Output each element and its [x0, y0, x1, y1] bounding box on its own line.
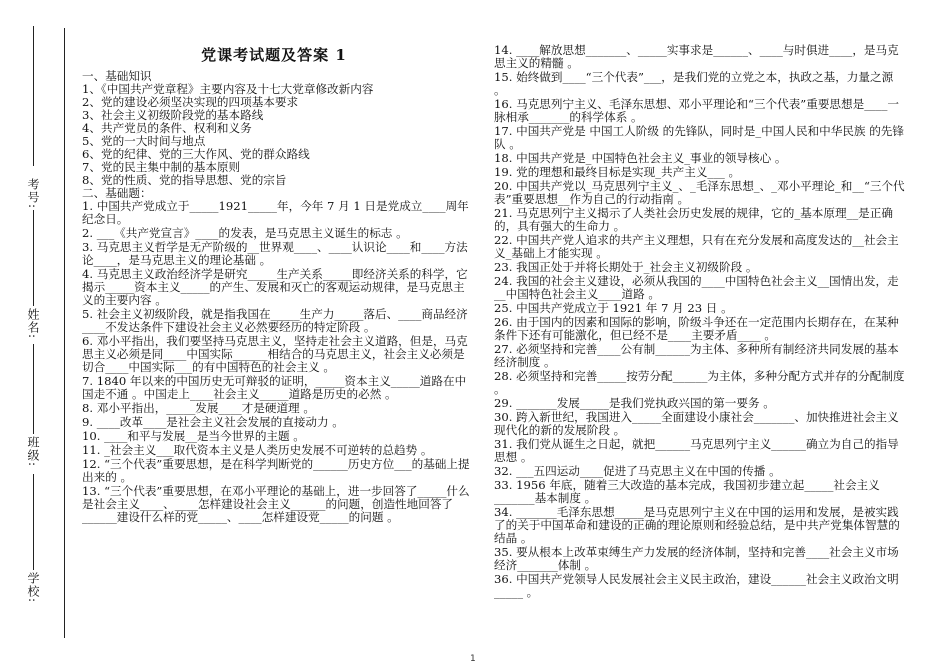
question-item: 3. 马克思主义哲学是无产阶级的__世界观____、____认识论____和____方法论____，是马克思主义的理论基础 。 [82, 240, 468, 267]
question-item: 1. 中国共产党成立于_____1921_____年，今年 7 月 1 日是党成立____周年纪念日。 [82, 199, 469, 226]
exam-number-field [26, 178, 40, 209]
exam-number-underline [33, 26, 34, 166]
question-item: 25. 中国共产党成立于 1921 年 7 月 23 日 。 [494, 301, 733, 315]
exam-number-blank [26, 22, 40, 166]
left-column [76, 46, 472, 646]
question-item: 31. 我们党从诞生之日起，就把______马克思列宁主义______确立为自己的指导思想 。 [494, 437, 899, 464]
question-item: 33. 1956 年底，随着三大改造的基本完成，我国初步建立起_____社会主义_______基本制度 。 [494, 478, 880, 505]
school-underline [33, 474, 34, 570]
question-item: 29. _______发展_____是我们党执政兴国的第一要务 。 [494, 396, 775, 410]
topic-item: 8、党的性质、党的指导思想、党的宗旨 [82, 173, 287, 187]
question-item: 10. ____和平与发展__是当今世界的主题 。 [82, 429, 305, 443]
question-item: 9. ____改革____是社会主义社会发展的直接动力 。 [82, 415, 344, 429]
class-blank [26, 340, 40, 434]
exam-number-label: 考号: [26, 178, 40, 210]
name-blank [26, 206, 40, 306]
question-item: 32. ___五四运动____促进了马克思主义在中国的传播 。 [494, 464, 781, 478]
school-field [26, 572, 40, 603]
topic-item: 2、党的建设必须坚决实现的四项基本要求 [82, 95, 299, 109]
question-item: 12. “三个代表”重要思想，是在科学判断党的______历史方位___的基础上提出来的 。 [82, 457, 470, 484]
class-label: 班级: [26, 436, 40, 468]
question-item: 22. 中国共产党人追求的共产主义理想，只有在充分发展和高度发达的__社会主义_基础上才能实现 。 [494, 233, 899, 260]
question-item: 4. 马克思主义政治经济学是研究_____生产关系_____即经济关系的科学，它揭示_____资本主义_____的产生、发展和灭亡的客观运动规律，是马克思主义的主要内容 。 [82, 267, 468, 307]
topic-item: 6、党的纪律、党的三大作风、党的群众路线 [82, 147, 310, 161]
question-item: 27. 必须坚持和完善____公有制______为主体、多种所有制经济共同发展的基本经济制度 。 [494, 342, 899, 369]
question-item: 36. 中国共产党领导人民发展社会主义民主政治，建设______社会主义政治文明_____ 。 [494, 572, 899, 599]
right-column [488, 44, 906, 644]
class-field [26, 436, 40, 467]
question-item: 35. 要从根本上改革束缚生产力发展的经济体制，坚持和完善____社会主义市场经济_______体制 。 [494, 545, 899, 572]
question-item: 6. 邓小平指出，我们要坚持马克思主义，坚持走社会主义道路，但是，马克思主义必须是同____中国实际______相结合的马克思主义，社会主义必须是切合____中国实际___的有中国特色的社会主义 。 [82, 334, 468, 374]
binding-margin-line [64, 28, 65, 638]
question-item: 21. 马克思列宁主义揭示了人类社会历史发展的规律，它的_基本原理__是正确的，具有强大的生命力 。 [494, 206, 893, 233]
topic-item: 1、《中国共产党章程》主要内容及十七大党章修改新内容 [82, 82, 374, 96]
question-item: 14. ____解放思想_______、_____实事求是______、____与时俱进____，是马克思主义的精髓 。 [494, 44, 899, 70]
question-item: 16. 马克思列宁主义、毛泽东思想、邓小平理论和“三个代表”重要思想是____一脉相承_______的科学体系 。 [494, 97, 899, 124]
class-underline [33, 344, 34, 434]
question-item: 15. 始终做到____“三个代表”___，是我们党的立党之本，执政之基，力量之源 。 [494, 70, 894, 97]
question-item: 18. 中国共产党是_中国特色社会主义_事业的领导核心 。 [494, 151, 787, 165]
section-basic-knowledge-heading: 一、基础知识 [82, 69, 152, 83]
topic-item: 5、党的一大时间与地点 [82, 134, 206, 148]
question-item: 19. 党的理想和最终目标是实现_共产主义___ 。 [494, 165, 741, 179]
name-label: 姓名: [26, 308, 40, 340]
school-label: 学校: [26, 572, 40, 604]
question-item: 28. 必须坚持和完善_____按劳分配______为主体，多种分配方式并存的分配制度 。 [494, 369, 905, 396]
question-item: 30. 跨入新世纪，我国进入_____全面建设小康社会_______、加快推进社会主义现代化的新的发展阶段 。 [494, 410, 899, 437]
question-item: 13. “三个代表”重要思想，在邓小平理论的基础上，进一步回答了_____什么是社会主义____、____怎样建设社会主义______的问题，创造性地回答了______建设什么样的党_____、____怎样建设党_____的问题 。 [82, 484, 470, 524]
question-item: 26. 由于国内的因素和国际的影响，阶级斗争还在一定范围内长期存在，在某种条件下还有可能激化，但已经不是____主要矛盾____ 。 [494, 315, 899, 342]
question-item: 17. 中国共产党是 中国工人阶级 的先锋队，同时是_中国人民和中华民族 的先锋队 。 [494, 124, 904, 151]
question-item: 34. _______毛泽东思想_____是马克思列宁主义在中国的运用和发展，是被实践了的关于中国革命和建设的正确的理论原则和经验总结，是中共产党集体智慧的结晶 。 [494, 505, 900, 545]
question-item: 8. 邓小平指出，_____发展____才是硬道理 。 [82, 401, 315, 415]
question-item: 20. 中国共产党以_马克思列宁主义_、_毛泽东思想_、_邓小平理论_和__“三个代表”重要思想__作为自己的行动指南 。 [494, 179, 905, 206]
name-field [26, 308, 40, 339]
document-title: 党课考试题及答案 1 [201, 46, 347, 64]
school-blank [26, 470, 40, 570]
question-item: 5. 社会主义初级阶段，就是指我国在_____生产力_____落后、____商品经济____不发达条件下建设社会主义必然要经历的特定阶段 。 [82, 307, 468, 334]
binding-margin [0, 0, 70, 671]
page-number: 1 [470, 654, 476, 664]
topic-item: 7、党的民主集中制的基本原则 [82, 160, 241, 174]
topic-item: 4、共产党员的条件、权利和义务 [82, 121, 252, 135]
name-underline [33, 210, 34, 306]
topic-item: 3、社会主义初级阶段党的基本路线 [82, 108, 264, 122]
question-item: 7. 1840 年以来的中国历史无可辩驳的证明，_____资本主义_____道路在中国走不通 。中国走上____社会主义_____道路是历史的必然 。 [82, 374, 467, 401]
question-item: 23. 我国正处于并将长期处于_社会主义初级阶段 。 [494, 260, 758, 274]
question-item: 2. ___《共产党宣言》____的发表，是马克思主义诞生的标志 。 [82, 226, 408, 240]
question-item: 11. _社会主义___取代资本主义是人类历史发展不可逆转的总趋势 。 [82, 443, 433, 457]
question-item: 24. 我国的社会主义建设，必须从我国的____中国特色社会主义__国情出发，走__中国特色社会主义____道路 。 [494, 274, 899, 301]
section-basic-questions-heading: 二、基础题： [82, 186, 152, 200]
